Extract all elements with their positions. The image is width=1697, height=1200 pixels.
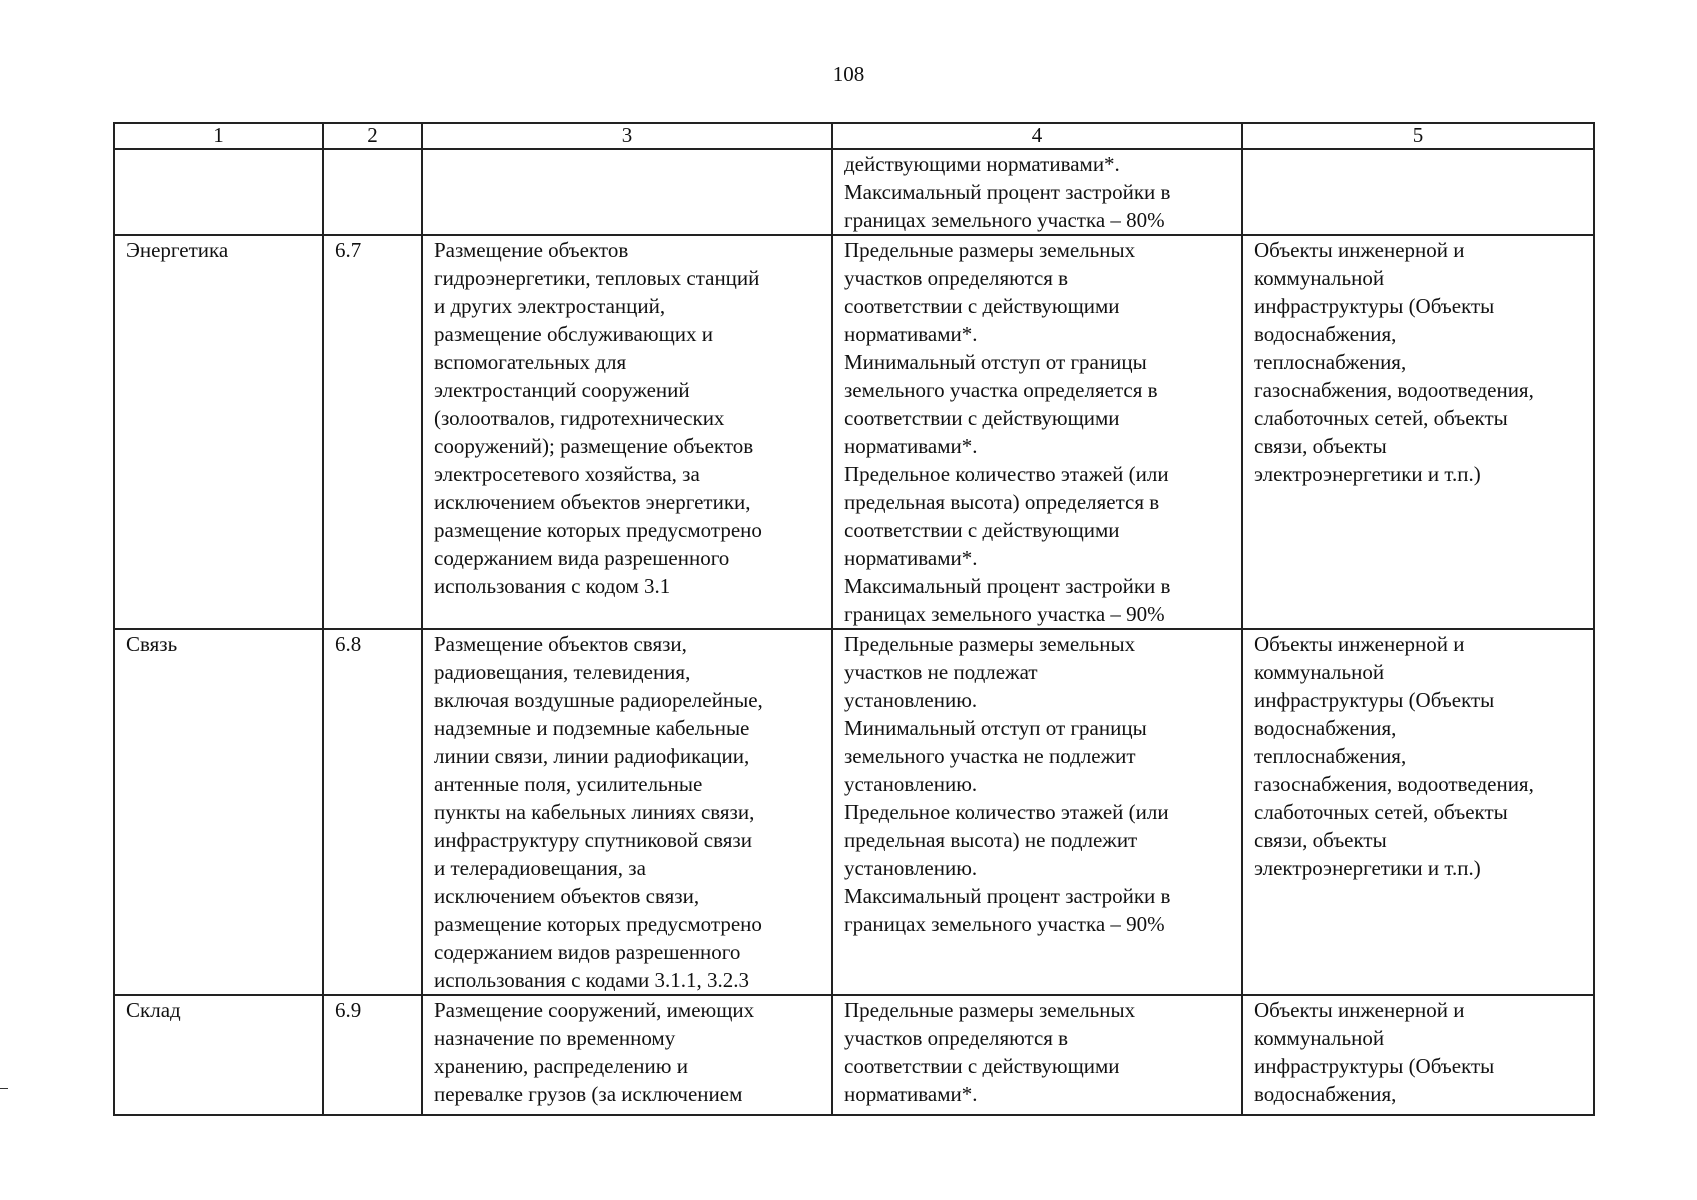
header-col-5: 5 xyxy=(1242,123,1594,149)
cell-use-name: Склад xyxy=(114,995,323,1115)
cell-use-name xyxy=(114,149,323,235)
header-row xyxy=(114,123,1594,149)
table-row-svyaz xyxy=(114,629,1594,995)
cell-parameters: Предельные размеры земельных участков определяются в соответствии с действующими нормативами*. Минимальный отступ от границы земельного участка определяется в соответствии с действующими нормативами*. Предельное количество этажей (или предельная высота) определяется в соответствии с действующими нормативами*. Максимальный процент застройки в границах земельного участка – 90% xyxy=(832,235,1242,629)
cell-objects: Объекты инженерной и коммунальной инфраструктуры (Объекты водоснабжения, теплоснабжения, газоснабжения, водоотведения, слаботочных сетей, объекты связи, объекты электроэнергетики и т.п.) xyxy=(1242,235,1594,629)
cell-use-name: Энергетика xyxy=(114,235,323,629)
cell-description xyxy=(422,149,832,235)
cell-parameters: Предельные размеры земельных участков определяются в соответствии с действующими нормативами*. xyxy=(832,995,1242,1115)
cell-parameters: действующими нормативами*. Максимальный процент застройки в границах земельного участка – 80% xyxy=(832,149,1242,235)
cell-objects: Объекты инженерной и коммунальной инфраструктуры (Объекты водоснабжения, xyxy=(1242,995,1594,1115)
cell-use-name: Связь xyxy=(114,629,323,995)
table-row-sklad xyxy=(114,995,1594,1115)
header-col-1: 1 xyxy=(114,123,323,149)
table-row-energetika xyxy=(114,235,1594,629)
cell-description: Размещение объектов связи, радиовещания, телевидения, включая воздушные радиорелейные, надземные и подземные кабельные линии связи, линии радиофикации, антенные поля, усилительные пункты на кабельных линиях связи, инфраструктуру спутниковой связи и телерадиовещания, за исключением объектов связи, размещение которых предусмотрено содержанием видов разрешенного использования с кодами 3.1.1, 3.2.3 xyxy=(422,629,832,995)
table-row-continuation xyxy=(114,149,1594,235)
zoning-table xyxy=(113,122,1595,1116)
header-col-2: 2 xyxy=(323,123,422,149)
cell-description: Размещение объектов гидроэнергетики, тепловых станций и других электростанций, размещение обслуживающих и вспомогательных для электростанций сооружений (золоотвалов, гидротехнических сооружений); размещение объектов электросетевого хозяйства, за исключением объектов энергетики, размещение которых предусмотрено содержанием вида разрешенного использования с кодом 3.1 xyxy=(422,235,832,629)
cell-description: Размещение сооружений, имеющих назначение по временному хранению, распределению и перевалке грузов (за исключением xyxy=(422,995,832,1115)
cell-code: 6.9 xyxy=(323,995,422,1115)
cell-code xyxy=(323,149,422,235)
cell-objects: Объекты инженерной и коммунальной инфраструктуры (Объекты водоснабжения, теплоснабжения, газоснабжения, водоотведения, слаботочных сетей, объекты связи, объекты электроэнергетики и т.п.) xyxy=(1242,629,1594,995)
cell-code: 6.8 xyxy=(323,629,422,995)
header-col-4: 4 xyxy=(832,123,1242,149)
page-number: 108 xyxy=(832,62,865,86)
cell-objects xyxy=(1242,149,1594,235)
cell-parameters: Предельные размеры земельных участков не подлежат установлению. Минимальный отступ от границы земельного участка не подлежит установлению. Предельное количество этажей (или предельная высота) не подлежит установлению. Максимальный процент застройки в границах земельного участка – 90% xyxy=(832,629,1242,995)
cell-code: 6.7 xyxy=(323,235,422,629)
scan-edge-mark xyxy=(0,1088,8,1089)
header-col-3: 3 xyxy=(422,123,832,149)
